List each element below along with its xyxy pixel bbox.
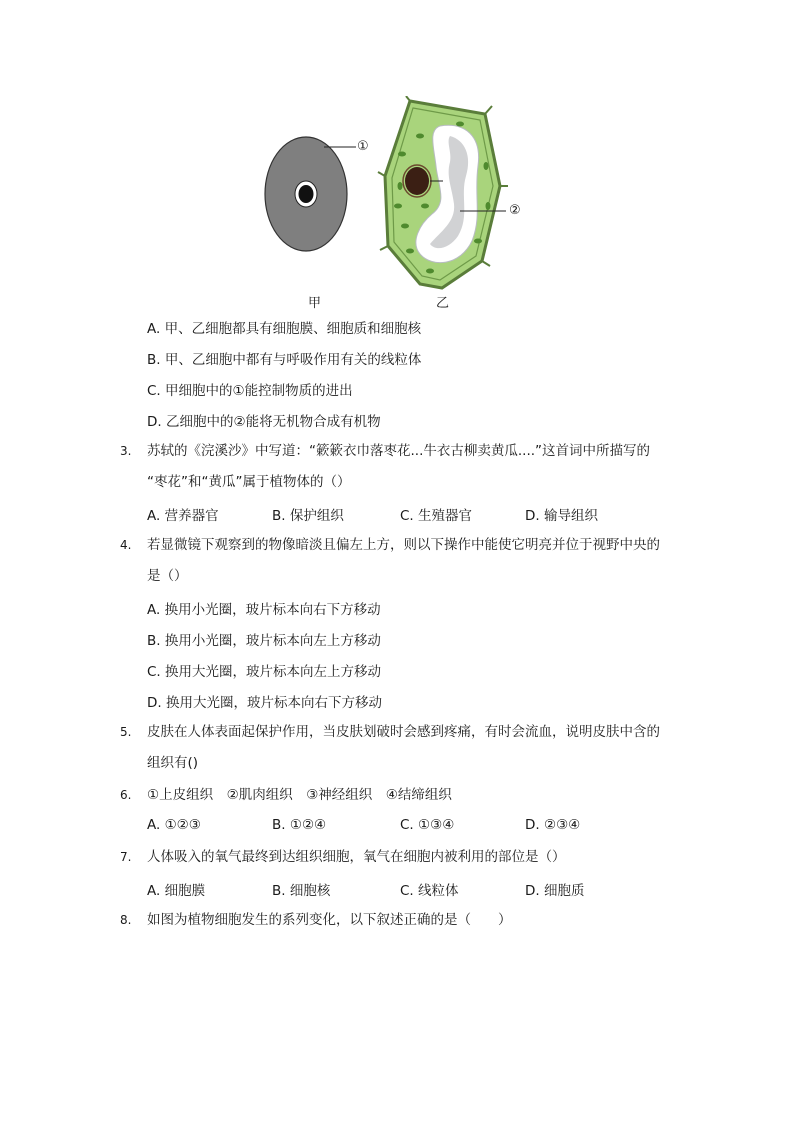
plant-cell-illustration: [260, 96, 540, 311]
q4-option-a[interactable]: A. 换用小光圈，玻片标本向右下方移动: [147, 602, 381, 618]
q2-option-d[interactable]: D. 乙细胞中的②能将无机物合成有机物: [147, 414, 381, 430]
q7-stem-line-1: 人体吸入的氧气最终到达组织细胞，氧气在细胞内被利用的部位是（）: [147, 849, 566, 865]
q2-option-c[interactable]: C. 甲细胞中的①能控制物质的进出: [147, 383, 353, 399]
q8-stem-line-1: 如图为植物细胞发生的系列变化，以下叙述正确的是（ ）: [147, 912, 512, 928]
q4-option-d[interactable]: D. 换用大光圈，玻片标本向右下方移动: [147, 695, 382, 711]
q4-number: 4.: [120, 538, 132, 552]
q4-stem-line-2: 是（）: [147, 568, 188, 584]
q7-number: 7.: [120, 850, 132, 864]
q4-option-b[interactable]: B. 换用小光圈，玻片标本向左上方移动: [147, 633, 381, 649]
q4-stem-line-1: 若显微镜下观察到的物像暗淡且偏左上方，则以下操作中能使它明亮并位于视野中央的: [147, 537, 660, 553]
q3-number: 3.: [120, 444, 132, 458]
q3-stem-line-2: “枣花”和“黄瓜”属于植物体的（）: [147, 474, 351, 490]
marker-1: ①: [357, 139, 369, 154]
q6-option-b[interactable]: B. ①②④: [272, 817, 327, 833]
q6-option-d[interactable]: D. ②③④: [525, 817, 581, 833]
q4-option-c[interactable]: C. 换用大光圈，玻片标本向左上方移动: [147, 664, 382, 680]
q7-option-c[interactable]: C. 线粒体: [400, 883, 459, 899]
q7-option-a[interactable]: A. 细胞膜: [147, 883, 206, 899]
q3-stem-line-1: 苏轼的《浣溪沙》中写道：“簌簌衣巾落枣花...牛衣古柳卖黄瓜....”这首词中所描写的: [147, 443, 651, 459]
q3-option-b[interactable]: B. 保护组织: [272, 508, 344, 524]
label-jia: 甲: [308, 296, 322, 311]
q5-stem-line-2: 组织有(): [147, 755, 199, 771]
q8-number: 8.: [120, 913, 132, 927]
q6-option-c[interactable]: C. ①③④: [400, 817, 455, 833]
q3-option-c[interactable]: C. 生殖器官: [400, 508, 473, 524]
marker-2: ②: [509, 203, 521, 218]
label-yi: 乙: [436, 296, 450, 311]
q2-option-a[interactable]: A. 甲、乙细胞都具有细胞膜、细胞质和细胞核: [147, 321, 422, 337]
q7-option-d[interactable]: D. 细胞质: [525, 883, 585, 899]
q3-option-d[interactable]: D. 输导组织: [525, 508, 598, 524]
q3-option-a[interactable]: A. 营养器官: [147, 508, 219, 524]
cell-figure: [260, 96, 540, 311]
q6-number: 6.: [120, 788, 132, 802]
q7-option-b[interactable]: B. 细胞核: [272, 883, 331, 899]
q2-option-b[interactable]: B. 甲、乙细胞中都有与呼吸作用有关的线粒体: [147, 352, 422, 368]
q6-option-a[interactable]: A. ①②③: [147, 817, 201, 833]
q6-stem-line-1: ①上皮组织 ②肌肉组织 ③神经组织 ④结缔组织: [147, 787, 452, 803]
q5-number: 5.: [120, 725, 132, 739]
q5-stem-line-1: 皮肤在人体表面起保护作用，当皮肤划破时会感到疼痛，有时会流血，说明皮肤中含的: [147, 724, 660, 740]
